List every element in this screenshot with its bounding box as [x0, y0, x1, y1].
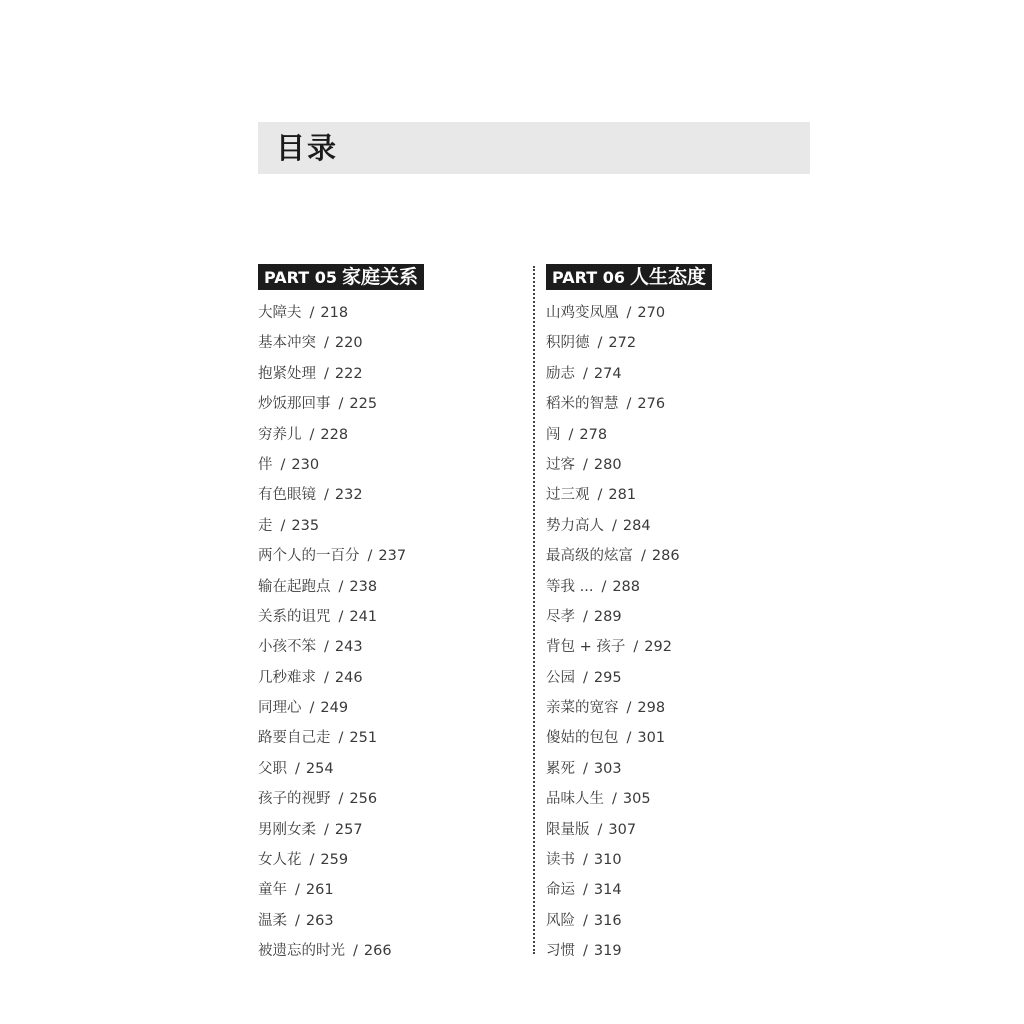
entry-page-number: 237 [378, 548, 407, 565]
entry-page-number: 249 [320, 700, 349, 717]
toc-entry[interactable] [546, 665, 806, 695]
toc-entry[interactable] [258, 482, 518, 512]
entry-title: 势力高人 [546, 517, 604, 534]
toc-entry[interactable] [546, 391, 806, 421]
entry-title: 童年 [258, 882, 287, 899]
entry-separator: / [309, 305, 315, 321]
entry-title: 大障夫 [258, 305, 302, 321]
entry-page-number: 235 [291, 517, 320, 534]
part-06-title: 人生态度 [630, 266, 707, 288]
entry-separator: / [597, 487, 603, 504]
entry-title: 走 [258, 517, 273, 534]
entry-title: 男刚女柔 [258, 821, 316, 838]
entry-page-number: 307 [608, 821, 637, 838]
entry-page-number: 284 [622, 517, 651, 534]
entry-separator: / [309, 852, 315, 869]
toc-column-part-06 [546, 264, 806, 960]
toc-entry[interactable] [546, 786, 806, 816]
toc-entry[interactable] [546, 422, 806, 452]
part-05-number: PART 05 [264, 268, 337, 287]
entry-page-number: 316 [593, 912, 622, 929]
toc-entry[interactable] [546, 543, 806, 573]
entry-page-number: 319 [593, 943, 622, 960]
toc-entry[interactable] [258, 665, 518, 695]
entry-title: 两个人的一百分 [258, 548, 360, 565]
toc-entry[interactable] [258, 330, 518, 360]
entry-separator: / [324, 365, 329, 382]
page-title: 目录 [276, 131, 339, 165]
entry-title: 尽孝 [546, 608, 575, 625]
entry-page-number: 270 [637, 305, 666, 321]
entry-separator: / [338, 730, 344, 747]
entry-page-number: 266 [363, 943, 392, 960]
entry-page-number: 281 [608, 487, 637, 504]
toc-entry[interactable] [258, 300, 518, 330]
toc-entry[interactable] [258, 574, 518, 604]
toc-entry[interactable] [546, 908, 806, 938]
entry-separator: / [583, 669, 588, 686]
entry-title: 闯 [546, 426, 561, 443]
entry-title: 等我 ... [546, 578, 594, 595]
entry-title: 习惯 [546, 943, 575, 960]
entry-page-number: 243 [334, 639, 363, 656]
entry-page-number: 310 [593, 852, 622, 869]
entry-title: 励志 [546, 365, 575, 382]
toc-entry[interactable] [258, 543, 518, 573]
part-06-label [546, 264, 712, 290]
entry-page-number: 280 [593, 456, 622, 473]
part-05-entry-list [258, 300, 518, 969]
entry-separator: / [338, 396, 344, 413]
toc-entry[interactable] [546, 604, 806, 634]
toc-entry[interactable] [546, 634, 806, 664]
entry-separator: / [626, 305, 632, 321]
entry-title: 过客 [546, 456, 575, 473]
toc-entry[interactable] [546, 513, 806, 543]
column-divider [533, 266, 535, 954]
entry-separator: / [568, 426, 574, 443]
entry-title: 背包 + 孩子 [546, 639, 626, 656]
entry-separator: / [601, 578, 607, 595]
entry-title: 关系的诅咒 [258, 608, 331, 625]
toc-entry[interactable] [546, 877, 806, 907]
entry-separator: / [338, 608, 344, 625]
toc-entry[interactable] [546, 482, 806, 512]
toc-entry[interactable] [258, 513, 518, 543]
entry-separator: / [280, 456, 286, 473]
entry-separator: / [583, 943, 588, 960]
entry-separator: / [626, 700, 632, 717]
entry-page-number: 292 [644, 639, 672, 656]
entry-title: 基本冲突 [258, 335, 316, 352]
entry-title: 伴 [258, 456, 273, 473]
entry-page-number: 298 [637, 700, 666, 717]
entry-page-number: 251 [349, 730, 378, 747]
toc-entry[interactable] [258, 756, 518, 786]
entry-title: 亲菜的宽容 [546, 700, 619, 717]
entry-separator: / [583, 912, 588, 929]
entry-separator: / [295, 760, 300, 777]
entry-page-number: 225 [349, 396, 378, 413]
entry-separator: / [309, 426, 315, 443]
entry-separator: / [367, 548, 373, 565]
entry-separator: / [583, 882, 588, 899]
entry-page-number: 232 [334, 487, 363, 504]
entry-page-number: 218 [320, 305, 349, 321]
entry-separator: / [324, 335, 329, 352]
entry-page-number: 220 [334, 335, 363, 352]
toc-entry[interactable] [258, 361, 518, 391]
entry-title: 稻米的智慧 [546, 396, 619, 413]
entry-separator: / [324, 669, 329, 686]
entry-page-number: 314 [593, 882, 622, 899]
entry-separator: / [338, 791, 344, 808]
entry-page-number: 288 [612, 578, 641, 595]
entry-title: 炒饭那回事 [258, 396, 331, 413]
toc-entry[interactable] [546, 574, 806, 604]
entry-separator: / [626, 396, 632, 413]
entry-page-number: 246 [334, 669, 363, 686]
toc-entry[interactable] [258, 877, 518, 907]
entry-page-number: 278 [579, 426, 608, 443]
toc-entry[interactable] [258, 908, 518, 938]
entry-page-number: 305 [622, 791, 651, 808]
entry-title: 温柔 [258, 912, 287, 929]
entry-page-number: 230 [291, 456, 320, 473]
toc-entry[interactable] [546, 756, 806, 786]
toc-entry[interactable] [258, 391, 518, 421]
part-05-title: 家庭关系 [342, 266, 419, 288]
entry-separator: / [583, 608, 588, 625]
entry-page-number: 259 [320, 852, 349, 869]
toc-entry[interactable] [546, 361, 806, 391]
entry-page-number: 222 [334, 365, 363, 382]
entry-page-number: 276 [637, 396, 666, 413]
toc-entry[interactable] [258, 938, 518, 968]
entry-title: 品味人生 [546, 791, 604, 808]
toc-entry[interactable] [546, 817, 806, 847]
entry-title: 抱紧处理 [258, 365, 316, 382]
entry-title: 命运 [546, 882, 575, 899]
toc-column-part-05 [258, 264, 518, 960]
entry-page-number: 286 [651, 548, 680, 565]
toc-entry[interactable] [546, 938, 806, 968]
entry-separator: / [324, 639, 329, 656]
toc-entry[interactable] [546, 300, 806, 330]
entry-title: 限量版 [546, 821, 590, 838]
entry-separator: / [612, 517, 617, 534]
entry-page-number: 254 [305, 760, 334, 777]
entry-page-number: 289 [593, 608, 622, 625]
entry-page-number: 295 [593, 669, 622, 686]
entry-separator: / [353, 943, 358, 960]
entry-separator: / [583, 365, 588, 382]
toc-entry[interactable] [258, 422, 518, 452]
entry-page-number: 263 [305, 912, 334, 929]
entry-title: 有色眼镜 [258, 487, 316, 504]
entry-separator: / [597, 335, 603, 352]
entry-page-number: 241 [349, 608, 378, 625]
entry-title: 输在起跑点 [258, 578, 331, 595]
toc-entry[interactable] [258, 786, 518, 816]
toc-entry[interactable] [546, 695, 806, 725]
entry-page-number: 261 [305, 882, 334, 899]
entry-title: 读书 [546, 852, 575, 869]
entry-page-number: 274 [593, 365, 622, 382]
entry-title: 山鸡变凤凰 [546, 305, 619, 321]
entry-separator: / [626, 730, 632, 747]
entry-separator: / [597, 821, 603, 838]
toc-entry[interactable] [546, 330, 806, 360]
entry-separator: / [324, 487, 329, 504]
entry-page-number: 256 [349, 791, 378, 808]
toc-entry[interactable] [258, 452, 518, 482]
entry-separator: / [612, 791, 617, 808]
part-06-entry-list [546, 300, 806, 969]
entry-separator: / [583, 760, 588, 777]
entry-page-number: 228 [320, 426, 349, 443]
toc-entry[interactable] [258, 604, 518, 634]
toc-entry[interactable] [258, 847, 518, 877]
entry-title: 穷养儿 [258, 426, 302, 443]
entry-title: 傻姑的包包 [546, 730, 619, 747]
entry-title: 公园 [546, 669, 575, 686]
entry-title: 父职 [258, 760, 287, 777]
entry-title: 几秒难求 [258, 669, 316, 686]
toc-entry[interactable] [258, 695, 518, 725]
entry-title: 孩子的视野 [258, 791, 331, 808]
toc-entry[interactable] [546, 725, 806, 755]
entry-page-number: 272 [608, 335, 637, 352]
toc-entry[interactable] [258, 634, 518, 664]
entry-separator: / [641, 548, 646, 565]
entry-title: 最高级的炫富 [546, 548, 633, 565]
part-05-label [258, 264, 424, 290]
entry-title: 同理心 [258, 700, 302, 717]
entry-separator: / [295, 882, 300, 899]
toc-header-bar [258, 122, 810, 174]
entry-page-number: 301 [637, 730, 666, 747]
part-06-number: PART 06 [552, 268, 625, 287]
entry-separator: / [295, 912, 300, 929]
entry-separator: / [583, 456, 588, 473]
entry-separator: / [338, 578, 344, 595]
toc-entry[interactable] [258, 817, 518, 847]
entry-title: 小孩不笨 [258, 639, 316, 656]
entry-title: 路要自己走 [258, 730, 331, 747]
entry-separator: / [309, 700, 315, 717]
entry-title: 风险 [546, 912, 575, 929]
entry-separator: / [324, 821, 329, 838]
entry-page-number: 238 [349, 578, 378, 595]
entry-title: 积阴德 [546, 335, 590, 352]
entry-page-number: 257 [334, 821, 363, 838]
entry-page-number: 303 [593, 760, 622, 777]
entry-title: 过三观 [546, 487, 590, 504]
entry-title: 被遗忘的时光 [258, 943, 345, 960]
toc-entry[interactable] [546, 452, 806, 482]
toc-entry[interactable] [258, 725, 518, 755]
entry-title: 累死 [546, 760, 575, 777]
toc-entry[interactable] [546, 847, 806, 877]
entry-separator: / [583, 852, 588, 869]
entry-separator: / [633, 639, 639, 656]
entry-title: 女人花 [258, 852, 302, 869]
entry-separator: / [280, 517, 286, 534]
